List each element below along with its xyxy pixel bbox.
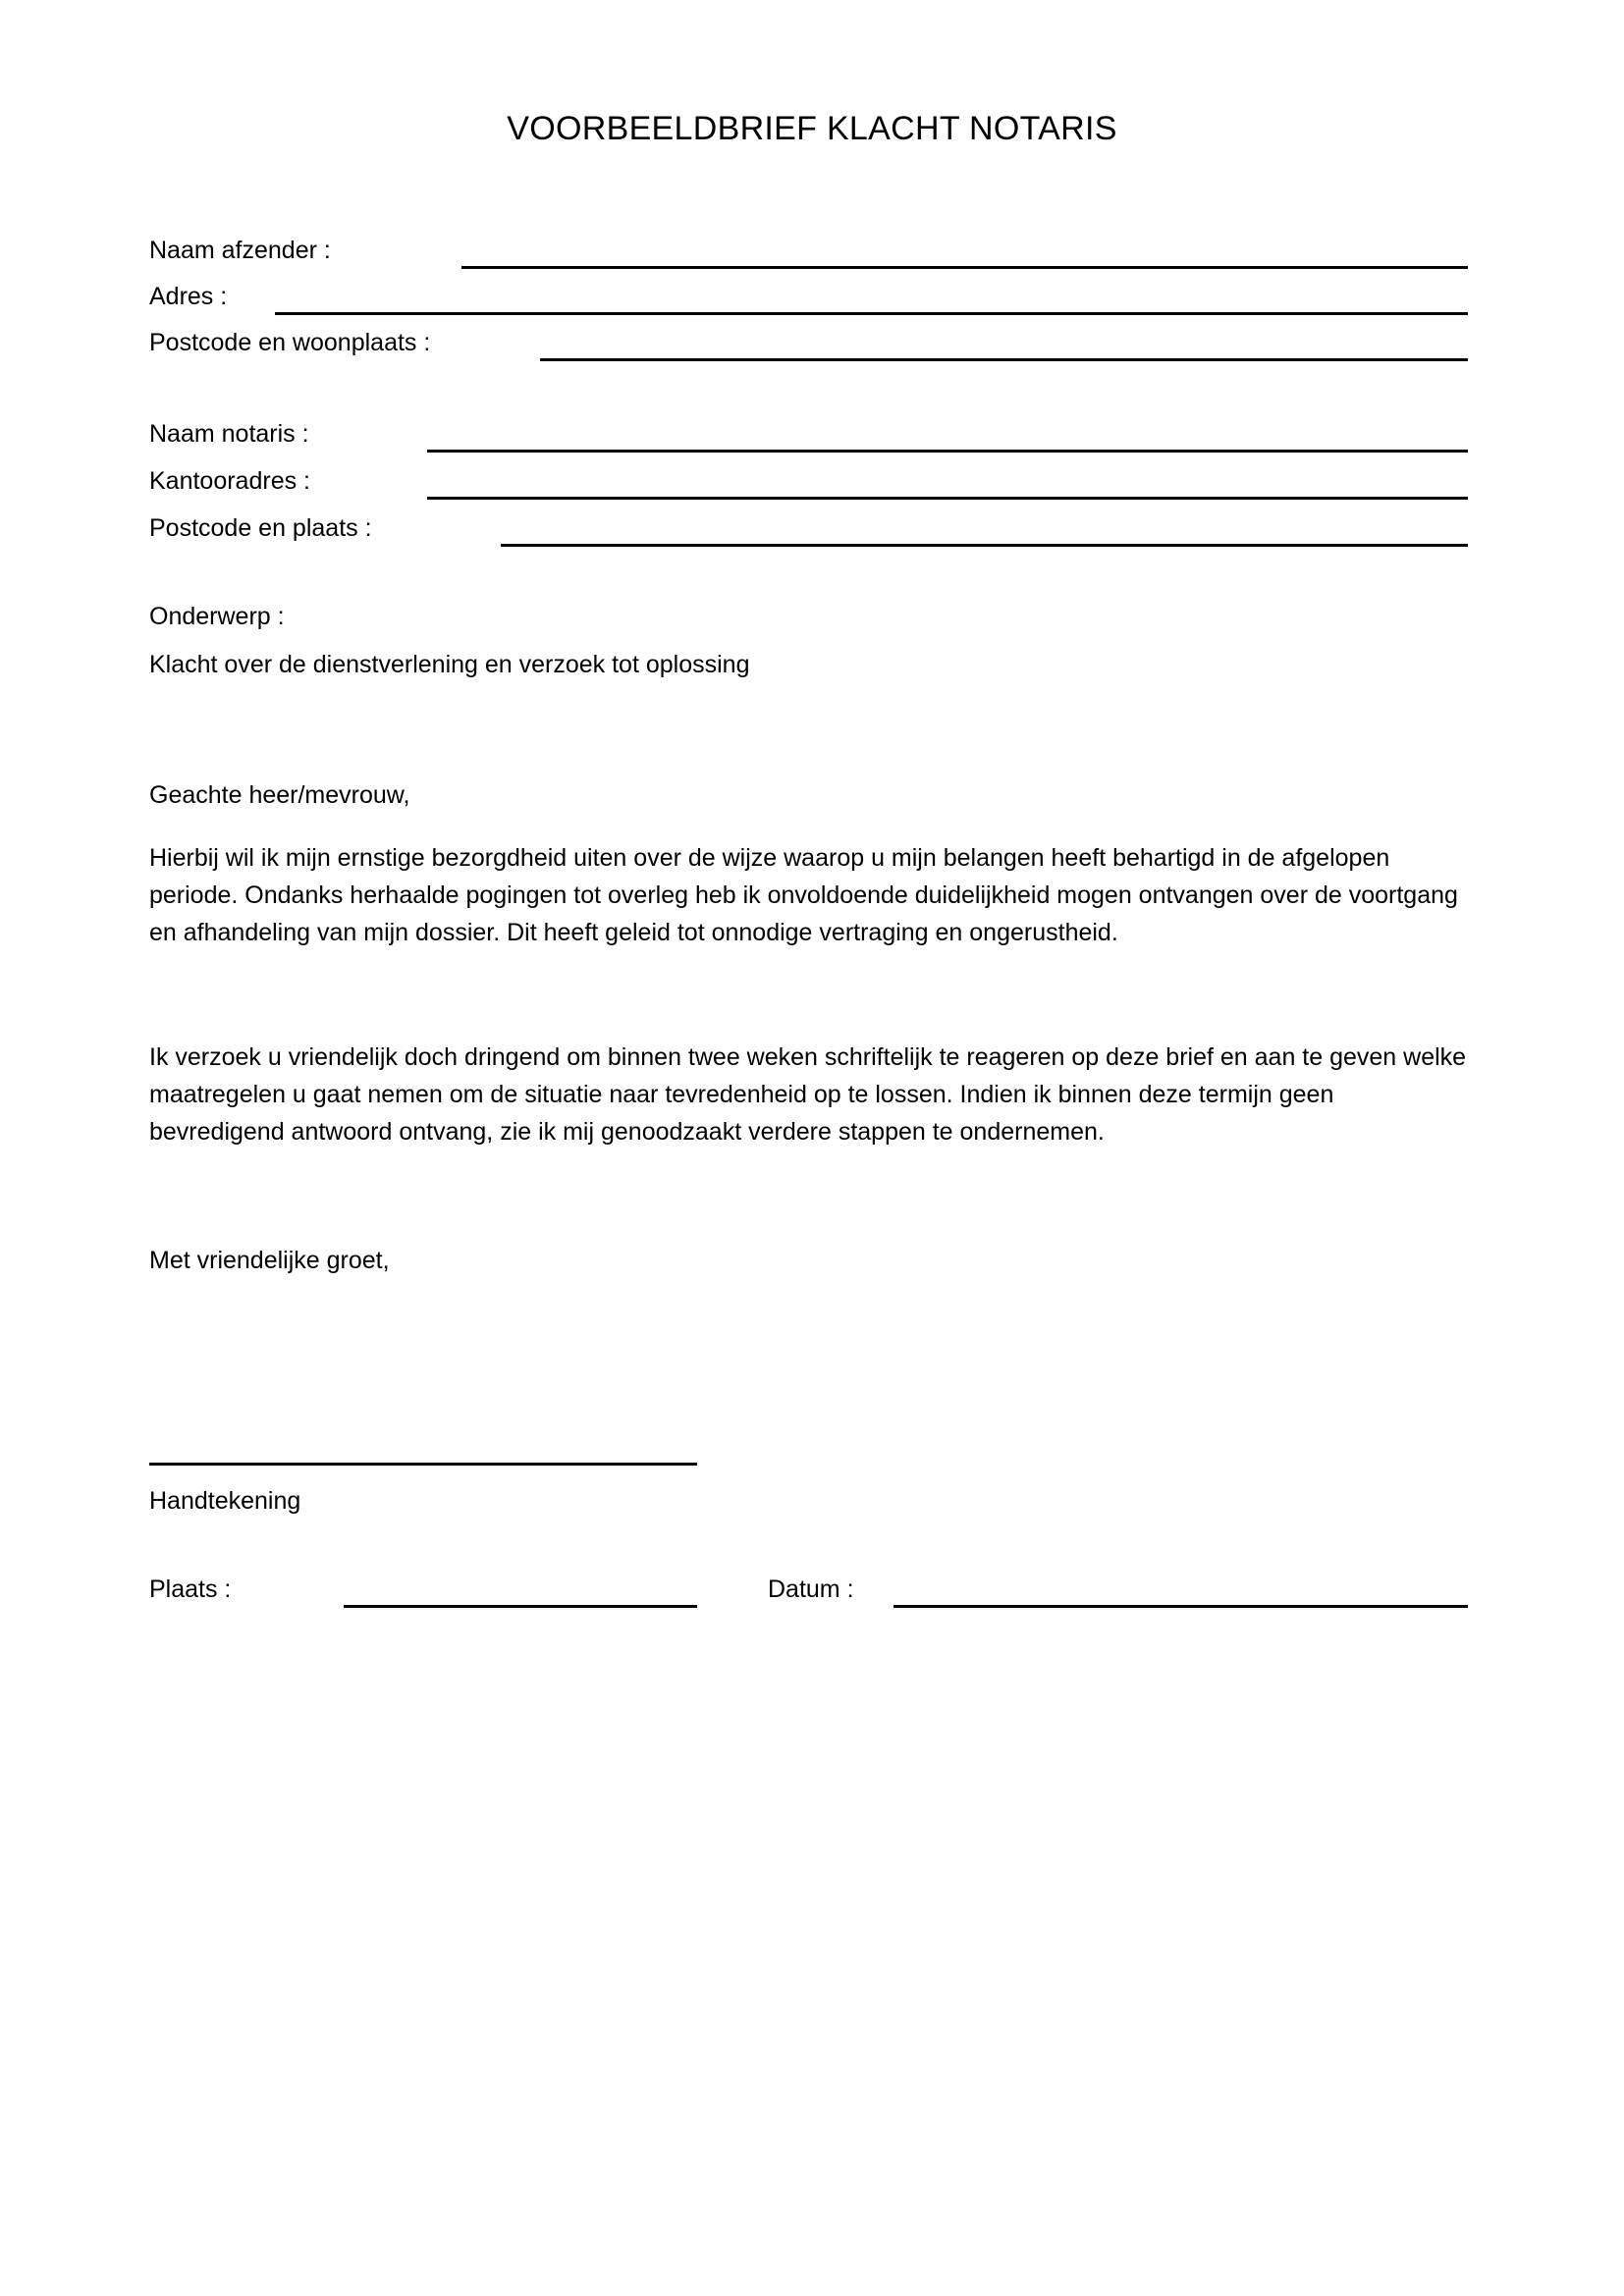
field-rule-naam-notaris[interactable]: [427, 450, 1468, 453]
field-row-postcode-plaats: [149, 511, 1468, 551]
signature-caption: Handtekening: [149, 1487, 301, 1515]
field-label-naam-afzender: Naam afzender :: [149, 237, 331, 264]
field-label-postcode-woonplaats: Postcode en woonplaats :: [149, 329, 431, 356]
salutation: Geachte heer/mevrouw,: [149, 781, 410, 809]
field-row-kantooradres: [149, 464, 1468, 504]
field-label-naam-notaris: Naam notaris :: [149, 420, 309, 448]
field-rule-postcode-plaats[interactable]: [501, 544, 1468, 547]
field-rule-kantooradres[interactable]: [427, 497, 1468, 500]
subject-label: Onderwerp :: [149, 603, 285, 630]
field-rule-datum[interactable]: [893, 1605, 1468, 1608]
subject-text: Klacht over de dienstverlening en verzoek tot oplossing: [149, 651, 750, 678]
page-title: VOORBEELDBRIEF KLACHT NOTARIS: [507, 110, 1117, 147]
field-rule-postcode-woonplaats[interactable]: [540, 358, 1468, 361]
field-rule-plaats[interactable]: [344, 1605, 697, 1608]
field-label-adres: Adres :: [149, 283, 228, 310]
field-label-kantooradres: Kantooradres :: [149, 467, 310, 495]
field-row-plaats: [149, 1573, 699, 1612]
field-row-naam-afzender: [149, 234, 1468, 273]
body-paragraph-2: Ik verzoek u vriendelijk doch dringend om binnen twee weken schriftelijk te reageren op deze brief en aan te geven welke maatregelen u gaat nemen om de situatie naar tevredenheid op te lossen. Indien ik binnen deze termijn geen bevredigend antwoord ontvang, zie ik mij genoodzaakt verdere stappen te ondernemen.: [149, 1043, 1467, 1146]
field-rule-adres[interactable]: [275, 312, 1468, 315]
field-row-postcode-woonplaats: [149, 326, 1468, 365]
signature-rule[interactable]: [149, 1463, 697, 1466]
field-label-datum: Datum :: [768, 1575, 854, 1603]
field-label-plaats: Plaats :: [149, 1575, 232, 1603]
field-rule-naam-afzender[interactable]: [461, 266, 1468, 269]
body-paragraph-1: Hierbij wil ik mijn ernstige bezorgdheid uiten over de wijze waarop u mijn belangen heeft behartigd in de afgelopen periode. Ondanks herhaalde pogingen tot overleg heb ik onvoldoende duidelijkheid mogen ontvangen over de voortgang en afhandeling van mijn dossier. Dit heeft geleid tot onnodige vertraging en ongerustheid.: [149, 844, 1458, 946]
field-row-adres: [149, 280, 1468, 319]
closing-salutation: Met vriendelijke groet,: [149, 1247, 390, 1274]
field-row-naam-notaris: [149, 417, 1468, 456]
field-row-datum: [768, 1573, 1468, 1612]
field-label-postcode-plaats: Postcode en plaats :: [149, 514, 372, 542]
